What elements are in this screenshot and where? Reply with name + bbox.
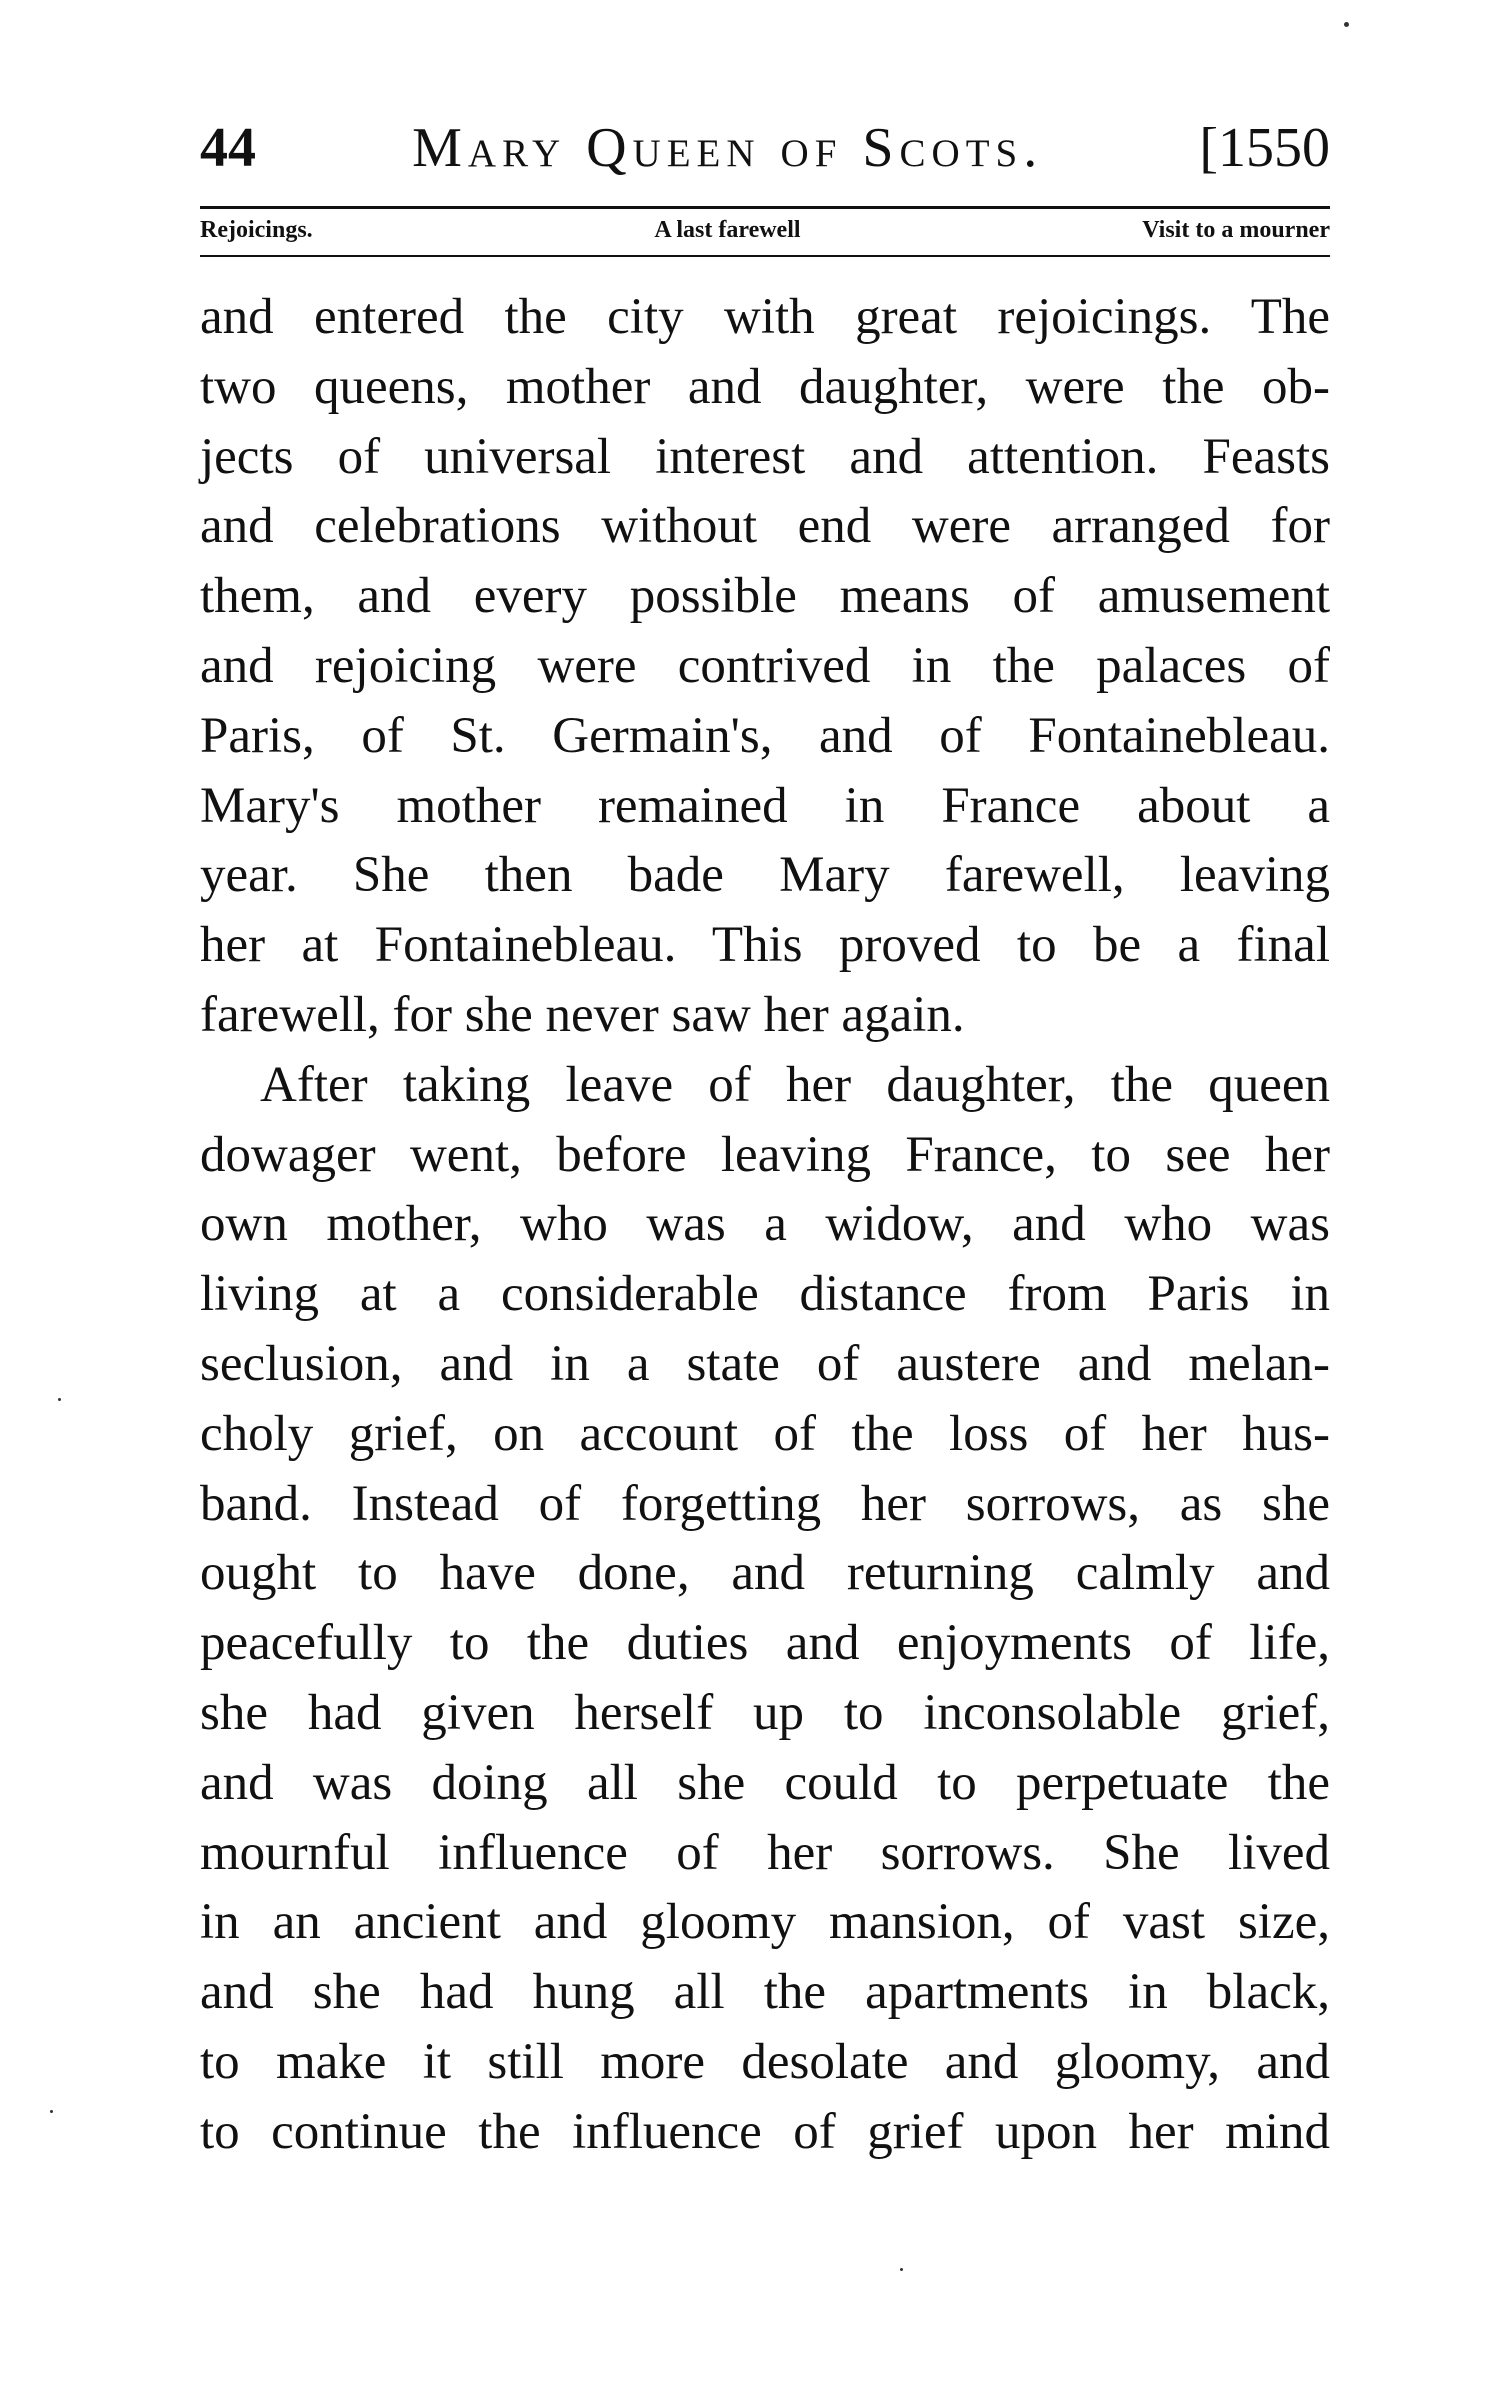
text-line: two queens, mother and daughter, were the ob- xyxy=(200,358,1330,415)
text-line: ought to have done, and returning calmly and xyxy=(200,1545,1330,1602)
body-text xyxy=(200,283,1330,2168)
text-line: to make it still more desolate and gloomy, and xyxy=(200,2033,1330,2090)
text-line: farewell, for she never saw her again. xyxy=(200,986,965,1043)
subheading-rule xyxy=(200,255,1330,257)
text-line: mournful influence of her sorrows. She lived xyxy=(200,1824,1330,1881)
page-number: 44 xyxy=(200,117,256,179)
book-page xyxy=(200,117,1330,2168)
text-line: year. She then bade Mary farewell, leaving xyxy=(200,847,1330,904)
text-line: and she had hung all the apartments in black, xyxy=(200,1964,1330,2021)
subject-heading-right: Visit to a mourner xyxy=(1142,217,1330,243)
scan-speck xyxy=(58,1398,61,1401)
text-line: to continue the influence of grief upon her mind xyxy=(200,2103,1330,2160)
subject-headings xyxy=(200,209,1330,247)
text-line: After taking leave of her daughter, the queen xyxy=(260,1056,1330,1113)
book-title: Mary Queen of Scots. xyxy=(412,117,1044,179)
text-line: band. Instead of forgetting her sorrows, as she xyxy=(200,1475,1330,1532)
text-line: them, and every possible means of amusement xyxy=(200,568,1330,625)
year-marker: [1550 xyxy=(1199,117,1330,179)
text-line: and rejoicing were contrived in the palaces of xyxy=(200,637,1330,694)
text-line: she had given herself up to inconsolable grief, xyxy=(200,1684,1330,1741)
text-line: jects of universal interest and attention. Feasts xyxy=(200,428,1330,485)
text-line: and celebrations without end were arranged for xyxy=(200,498,1330,555)
paragraph-1 xyxy=(200,283,1330,1051)
scan-speck xyxy=(900,2268,903,2271)
subject-heading-left: Rejoicings. xyxy=(200,217,313,243)
text-line: living at a considerable distance from Paris in xyxy=(200,1266,1330,1323)
text-line: and entered the city with great rejoicings. The xyxy=(200,289,1330,345)
paragraph-2 xyxy=(200,1051,1330,2168)
text-line: seclusion, and in a state of austere and melan- xyxy=(200,1335,1330,1392)
text-line: choly grief, on account of the loss of her hus- xyxy=(200,1405,1330,1462)
text-line: Paris, of St. Germain's, and of Fontainebleau. xyxy=(200,707,1330,764)
text-line: and was doing all she could to perpetuate the xyxy=(200,1754,1330,1811)
text-line: in an ancient and gloomy mansion, of vast size, xyxy=(200,1894,1330,1951)
text-line: her at Fontainebleau. This proved to be a final xyxy=(200,917,1330,974)
text-line: own mother, who was a widow, and who was xyxy=(200,1196,1330,1253)
text-line: dowager went, before leaving France, to see her xyxy=(200,1126,1330,1183)
running-head xyxy=(200,117,1330,192)
text-line: peacefully to the duties and enjoyments of life, xyxy=(200,1615,1330,1672)
scan-speck xyxy=(1344,22,1349,27)
text-line: Mary's mother remained in France about a xyxy=(200,777,1330,834)
subject-heading-center: A last farewell xyxy=(654,217,801,243)
scan-speck xyxy=(50,2110,53,2113)
